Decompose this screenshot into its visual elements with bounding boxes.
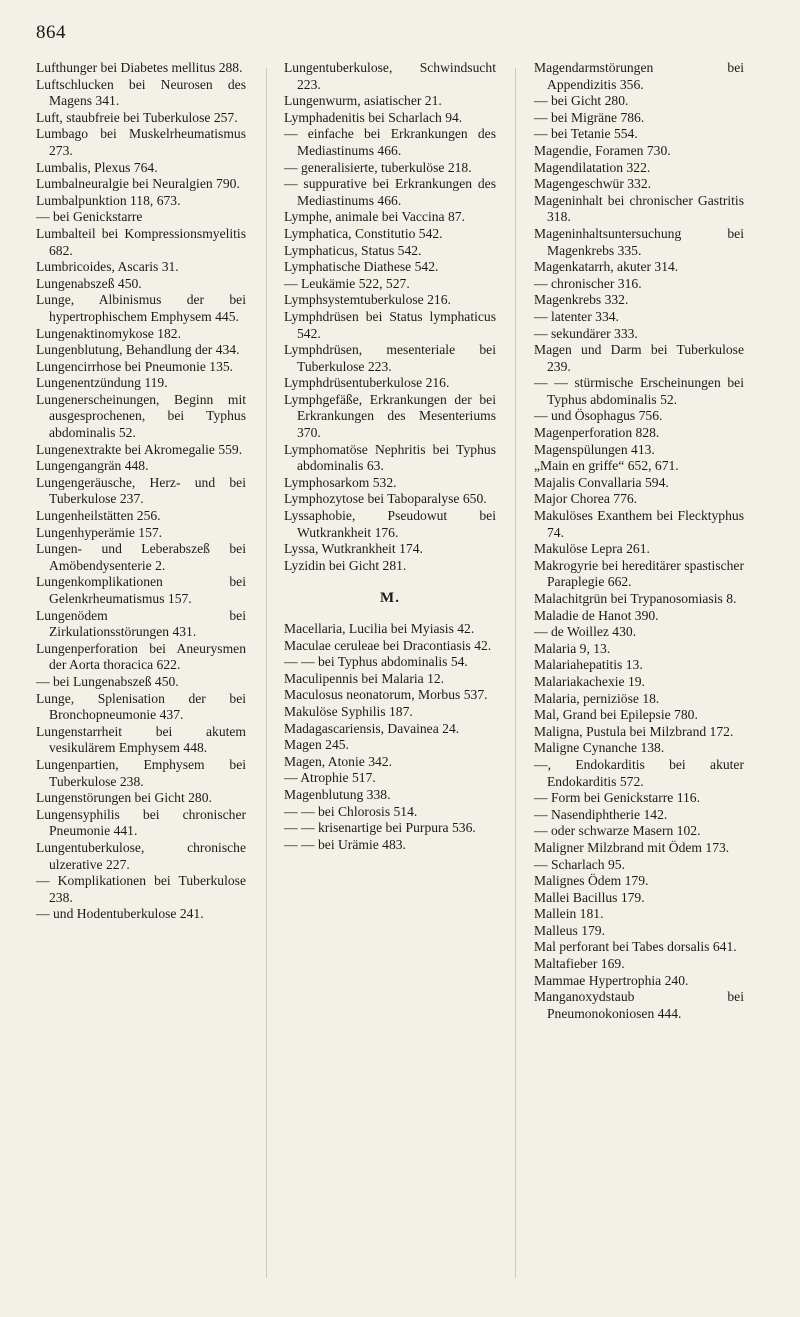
index-entry: — bei Genickstarre: [36, 209, 143, 225]
index-entry: Majalis Convallaria 594.: [534, 474, 669, 490]
index-entry: — bei Migräne 786.: [534, 109, 645, 125]
index-entry: Mallein 181.: [534, 906, 604, 922]
index-entry: Lungentuberkulose, chronische ulzerative 227.: [36, 839, 246, 872]
index-entry: Lungenpartien, Emphysem bei Tuberkulose 238.: [36, 756, 246, 789]
index-entry: „Main en griffe“ 652, 671.: [534, 458, 679, 474]
index-entry: Makulöse Lepra 261.: [534, 541, 650, 557]
index-entry: Major Chorea 776.: [534, 491, 638, 507]
index-entry: — Leukämie 522, 527.: [284, 275, 410, 291]
index-entry: — bei Gicht 280.: [534, 93, 629, 109]
index-entry: Lunge, Albinismus der bei hypertrophischem Emphysem 445.: [36, 292, 246, 324]
column-divider: [515, 68, 516, 1278]
index-entry: Lyssa, Wutkrankheit 174.: [284, 541, 423, 557]
index-entry: Mal, Grand bei Epilepsie 780.: [534, 707, 698, 723]
index-entry: Lymphomatöse Nephritis bei Typhus abdominalis 63.: [284, 441, 496, 474]
index-entry: Lungenwurm, asiatischer 21.: [284, 93, 442, 109]
index-entry: Lyssaphobie, Pseudowut bei Wutkrankheit 176.: [284, 508, 496, 540]
index-entry: Lymphdrüsen bei Status lymphaticus 542.: [284, 308, 496, 341]
index-entry: — und Hodentuberkulose 241.: [36, 906, 204, 922]
index-entry: Lungenabszeß 450.: [36, 275, 142, 291]
index-entry: Magendarmstörungen bei Appendizitis 356.: [534, 60, 744, 92]
index-entry: Magenblutung 338.: [284, 786, 391, 802]
index-entry: Lungenentzündung 119.: [36, 375, 168, 391]
index-entry: — de Woillez 430.: [534, 624, 637, 640]
index-entry: Lungengangrän 448.: [36, 458, 149, 474]
index-entry: Luft, staubfreie bei Tuberkulose 257.: [36, 109, 238, 125]
index-entry: Lungenextrakte bei Akromegalie 559.: [36, 441, 243, 457]
index-entry: Lungencirrhose bei Pneumonie 135.: [36, 358, 234, 374]
index-entry: — Nasendiphtherie 142.: [534, 806, 668, 822]
index-entry: — Komplikationen bei Tuberkulose 238.: [36, 873, 246, 905]
index-column-1: [36, 60, 246, 923]
index-entry: Macellaria, Lucilia bei Myiasis 42.: [284, 621, 475, 636]
index-entry: — oder schwarze Masern 102.: [534, 823, 701, 839]
index-entry: Lungenheilstätten 256.: [36, 508, 161, 524]
index-entry: Magendilatation 322.: [534, 159, 651, 175]
index-entry: Madagascariensis, Davainea 24.: [284, 720, 460, 736]
index-entry: Mallei Bacillus 179.: [534, 889, 645, 905]
index-entry: — chronischer 316.: [534, 275, 642, 291]
index-entry: Lymphosarkom 532.: [284, 474, 397, 490]
index-entry: Lungenstarrheit bei akutem vesikulärem Emphysem 448.: [36, 723, 246, 756]
index-entry: Lungenkomplikationen bei Gelenkrheumatismus 157.: [36, 574, 246, 606]
index-entry: Lumbalpunktion 118, 673.: [36, 192, 181, 208]
index-entry: Lungenblutung, Behandlung der 434.: [36, 342, 240, 358]
index-entry: Lymphozytose bei Taboparalyse 650.: [284, 491, 487, 507]
index-entry: Lungenaktinomykose 182.: [36, 325, 181, 341]
index-entry: Mageninhalt bei chronischer Gastritis 318.: [534, 192, 744, 225]
index-column-3: [534, 60, 744, 1022]
index-entry: Magengeschwür 332.: [534, 176, 652, 192]
index-entry: Magenkrebs 332.: [534, 292, 629, 308]
index-entry: Maculipennis bei Malaria 12.: [284, 670, 445, 686]
index-entry: — generalisierte, tuberkulöse 218.: [284, 159, 472, 175]
index-entry: Lymphe, animale bei Vaccina 87.: [284, 209, 465, 225]
index-entry: — einfache bei Erkrankungen des Mediastinums 466.: [284, 126, 496, 158]
index-entry: Malariahepatitis 13.: [534, 657, 643, 673]
index-entry: Lunge, Splenisation der bei Bronchopneumonie 437.: [36, 690, 246, 723]
index-entry: Magenkatarrh, akuter 314.: [534, 259, 679, 275]
index-entry: Manganoxydstaub bei Pneumonokoniosen 444.: [534, 989, 744, 1021]
index-entry: Lumbalis, Plexus 764.: [36, 159, 158, 175]
index-entry: Magendie, Foramen 730.: [534, 142, 671, 158]
index-entry: Luftschlucken bei Neurosen des Magens 341.: [36, 76, 246, 109]
index-entry: Makrogyrie bei hereditärer spastischer Paraplegie 662.: [534, 557, 744, 590]
index-entry: — Scharlach 95.: [534, 856, 625, 872]
index-column-2: [284, 60, 496, 853]
index-entry: — Atrophie 517.: [284, 770, 376, 786]
index-entry: — bei Lungenabszeß 450.: [36, 673, 179, 689]
index-entry: Lymphatische Diathese 542.: [284, 259, 439, 275]
index-entry: — — krisenartige bei Purpura 536.: [284, 820, 476, 836]
index-entry: Magenperforation 828.: [534, 425, 660, 441]
index-entry: Maculae ceruleae bei Dracontiasis 42.: [284, 637, 492, 653]
index-entry: Lymphdrüsen, mesenteriale bei Tuberkulose 223.: [284, 342, 496, 374]
index-entry: Maligner Milzbrand mit Ödem 173.: [534, 839, 730, 855]
index-entry: Lumbago bei Muskelrheumatismus 273.: [36, 126, 246, 158]
index-entry: Maladie de Hanot 390.: [534, 607, 659, 623]
index-entry: Maligna, Pustula bei Milzbrand 172.: [534, 723, 734, 739]
index-entry: Malachitgrün bei Trypanosomiasis 8.: [534, 591, 737, 606]
index-entry: Lungenstörungen bei Gicht 280.: [36, 790, 212, 806]
index-entry: Lungenperforation bei Aneurysmen der Aorta thoracica 622.: [36, 640, 246, 673]
index-entry: Lumbalteil bei Kompressionsmyelitis 682.: [36, 225, 246, 258]
index-entry: — latenter 334.: [534, 308, 619, 324]
index-entry: — und Ösophagus 756.: [534, 408, 663, 424]
index-entry: — — bei Chlorosis 514.: [284, 803, 418, 819]
index-entry: — sekundärer 333.: [534, 325, 638, 341]
column-divider: [266, 68, 267, 1278]
index-entry: Lumbricoides, Ascaris 31.: [36, 259, 179, 275]
index-entry: Magenspülungen 413.: [534, 441, 655, 457]
index-entry: Mammae Hypertrophia 240.: [534, 972, 689, 988]
index-entry: Lungengeräusche, Herz- und bei Tuberkulose 237.: [36, 474, 246, 507]
index-entry: Maltafieber 169.: [534, 956, 625, 972]
index-entry: Lymphatica, Constitutio 542.: [284, 225, 443, 241]
index-entry: Malaria 9, 13.: [534, 640, 611, 656]
index-entry: — Form bei Genickstarre 116.: [534, 790, 700, 806]
index-entry: Lymphsystemtuberkulose 216.: [284, 292, 451, 308]
index-entry: Malignes Ödem 179.: [534, 873, 649, 889]
index-entry: Lyzidin bei Gicht 281.: [284, 557, 407, 573]
index-entry: — — bei Typhus abdominalis 54.: [284, 654, 468, 670]
index-entry: Magen und Darm bei Tuberkulose 239.: [534, 342, 744, 374]
page-number: 864: [36, 22, 66, 43]
index-entry: Lymphdrüsentuberkulose 216.: [284, 375, 450, 391]
index-entry: Lymphadenitis bei Scharlach 94.: [284, 109, 463, 125]
index-entry: Maligne Cynanche 138.: [534, 740, 665, 756]
index-entry: Lymphaticus, Status 542.: [284, 242, 422, 258]
index-entry: Magen, Atonie 342.: [284, 753, 392, 769]
index-entry: Mal perforant bei Tabes dorsalis 641.: [534, 939, 737, 955]
index-entry: Lungen- und Leberabszeß bei Amöbendysenterie 2.: [36, 541, 246, 573]
index-entry: Mageninhaltsuntersuchung bei Magenkrebs 335.: [534, 225, 744, 258]
index-entry: — suppurative bei Erkrankungen des Mediastinums 466.: [284, 176, 496, 208]
section-heading: M.: [380, 590, 400, 607]
index-entry: — — bei Urämie 483.: [284, 836, 406, 852]
index-entry: Lymphgefäße, Erkrankungen der bei Erkrankungen des Mesenteriums 370.: [284, 391, 496, 441]
index-entry: Malaria, perniziöse 18.: [534, 690, 660, 706]
index-entry: Malleus 179.: [534, 922, 605, 938]
index-entry: Lufthunger bei Diabetes mellitus 288.: [36, 60, 243, 75]
index-entry: Lungenhyperämie 157.: [36, 524, 163, 540]
index-entry: Lungenerscheinungen, Beginn mit ausgesprochenen, bei Typhus abdominalis 52.: [36, 391, 246, 441]
index-entry: Lumbalneuralgie bei Neuralgien 790.: [36, 176, 240, 192]
index-entry: Makulöses Exanthem bei Flecktyphus 74.: [534, 508, 744, 540]
index-entry: Lungentuberkulose, Schwindsucht 223.: [284, 60, 496, 92]
index-entry: Makulöse Syphilis 187.: [284, 703, 413, 719]
index-entry: Lungenödem bei Zirkulationsstörungen 431.: [36, 607, 246, 640]
index-entry: —, Endokarditis bei akuter Endokarditis 572.: [534, 756, 744, 789]
index-entry: Magen 245.: [284, 737, 349, 753]
index-entry: Maculosus neonatorum, Morbus 537.: [284, 687, 488, 703]
index-entry: — — stürmische Erscheinungen bei Typhus abdominalis 52.: [534, 375, 744, 407]
index-entry: Lungensyphilis bei chronischer Pneumonie 441.: [36, 806, 246, 839]
index-entry: — bei Tetanie 554.: [534, 126, 638, 142]
index-entry: Malariakachexie 19.: [534, 673, 645, 689]
